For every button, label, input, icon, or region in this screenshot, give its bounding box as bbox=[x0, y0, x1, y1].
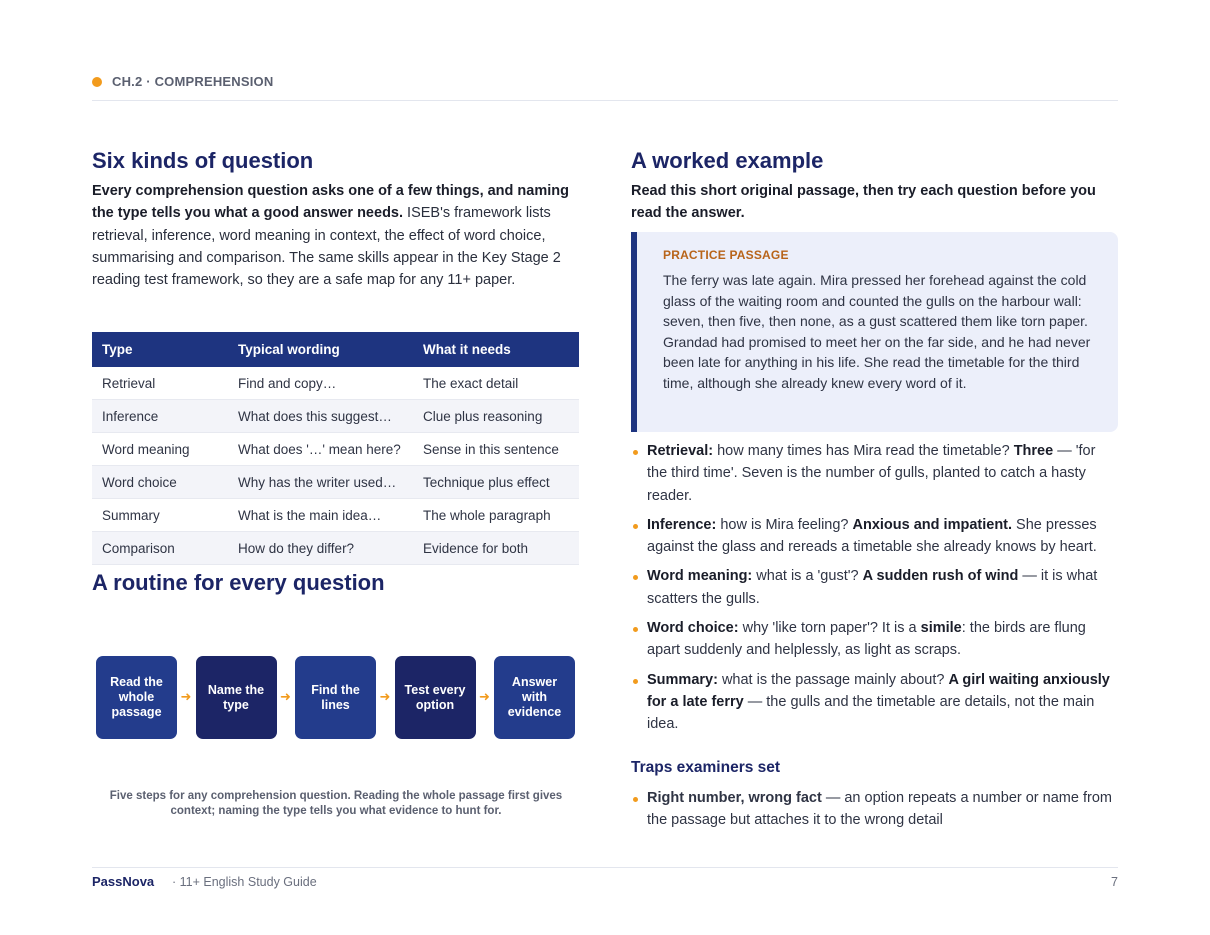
bullet-icon bbox=[633, 679, 638, 684]
page-footer bbox=[92, 867, 1118, 889]
arrow-right-icon: ➜ bbox=[280, 689, 291, 704]
arrow-right-icon: ➜ bbox=[379, 689, 391, 704]
qa-type-label: Word choice: bbox=[647, 620, 739, 637]
qa-explanation: — 'for the third time'. Seven is the number of gulls, planted to catch a hasty reader. bbox=[647, 443, 1096, 504]
table-header-type: Type bbox=[92, 332, 228, 367]
flow-step-test-options: Test every option bbox=[395, 656, 476, 739]
left-column bbox=[92, 146, 580, 817]
qa-explanation: — the gulls and the timetable are details, not the main idea. bbox=[647, 693, 1095, 733]
bullet-icon bbox=[633, 797, 638, 802]
table-cell: Find and copy… bbox=[228, 367, 413, 400]
qa-question: what is a 'gust'? bbox=[752, 568, 863, 585]
section-title-routine: A routine for every question bbox=[92, 570, 385, 595]
table-cell: What is the main idea… bbox=[228, 499, 413, 532]
table-cell: What does this suggest… bbox=[228, 400, 413, 433]
flow-step-find-lines: Find the lines bbox=[295, 656, 376, 739]
bullet-icon bbox=[633, 575, 638, 580]
table-cell: The exact detail bbox=[413, 367, 579, 400]
list-item bbox=[631, 565, 1119, 610]
chapter-label: CH.2 · COMPREHENSION bbox=[112, 74, 274, 89]
chapter-dot-icon bbox=[92, 77, 102, 87]
table-cell: The whole paragraph bbox=[413, 499, 579, 532]
table-header-needs: What it needs bbox=[413, 332, 579, 367]
table-cell: What does '…' mean here? bbox=[228, 433, 413, 466]
question-types-table bbox=[92, 332, 579, 565]
bullet-icon bbox=[633, 524, 638, 529]
table-cell: Clue plus reasoning bbox=[413, 400, 579, 433]
traps-list bbox=[631, 787, 1119, 832]
arrow-right-icon: ➜ bbox=[180, 689, 192, 704]
table-cell: Sense in this sentence bbox=[413, 433, 579, 466]
qa-answer: Three bbox=[1013, 443, 1054, 459]
qa-explanation: : the birds are flung apart suddenly and helplessly, as light as scraps. bbox=[647, 620, 1086, 659]
table-row bbox=[92, 400, 579, 433]
qa-answer: Anxious and impatient. bbox=[852, 516, 1013, 533]
qa-type-label: Word meaning: bbox=[647, 568, 753, 585]
list-item bbox=[631, 514, 1119, 559]
section-title-question-kinds: Six kinds of question bbox=[92, 148, 314, 173]
bullet-icon bbox=[633, 450, 638, 455]
table-cell: Inference bbox=[92, 400, 228, 433]
qa-type-label: Inference: bbox=[647, 516, 717, 533]
practice-passage-box bbox=[631, 232, 1118, 432]
table-cell: Retrieval bbox=[92, 367, 228, 400]
flow-step-read-passage: Read the whole passage bbox=[96, 656, 177, 739]
table-cell: How do they differ? bbox=[228, 532, 413, 565]
qa-question: how many times has Mira read the timetable? bbox=[713, 443, 1014, 459]
qa-explanation: — it is what scatters the gulls. bbox=[647, 568, 1098, 607]
right-column bbox=[631, 146, 1119, 829]
table-cell: Evidence for both bbox=[413, 532, 579, 565]
intro-bold: Every comprehension question asks one of a few things, and naming the type tells you what a good answer needs. bbox=[92, 183, 569, 222]
qa-answer: A sudden rush of wind bbox=[862, 568, 1019, 585]
table-row bbox=[92, 532, 579, 565]
qa-question: why 'like torn paper'? It is a bbox=[738, 620, 921, 637]
section-title-worked-example: A worked example bbox=[631, 148, 824, 173]
qa-explanation: She presses against the glass and rereads a timetable she already knows by heart. bbox=[647, 516, 1097, 556]
brand-name: PassNova bbox=[92, 874, 155, 889]
arrow-right-icon: ➜ bbox=[479, 689, 490, 704]
qa-question: what is the passage mainly about? bbox=[717, 671, 949, 688]
table-row bbox=[92, 466, 579, 499]
practice-passage-text: The ferry was late again. Mira pressed her forehead against the cold glass of the waiting room and counted the gulls on the harbour wall: seven, then five, then none, as a gust scattered them like torn paper. Grandad had promised to meet her on the far side, and he had never been late for anything in his life. She read the timetable for the third time, although she already knew every word of it. bbox=[663, 272, 1091, 391]
table-row bbox=[92, 499, 579, 532]
qa-question: how is Mira feeling? bbox=[716, 516, 853, 533]
traps-subheading: Traps examiners set bbox=[631, 759, 781, 776]
trap-label: Right number, wrong fact bbox=[647, 790, 822, 806]
table-row bbox=[92, 367, 579, 400]
page-number: 7 bbox=[1111, 875, 1118, 889]
qa-answer: A girl waiting anxiously for a late ferry bbox=[647, 671, 1110, 710]
bullet-icon bbox=[633, 627, 638, 632]
table-header-wording: Typical wording bbox=[228, 332, 413, 367]
list-item bbox=[631, 440, 1119, 507]
flow-caption: Five steps for any comprehension question. Reading the whole passage first gives context; naming the type tells you what evidence to hunt for. bbox=[109, 790, 563, 817]
guide-title: · 11+ English Study Guide bbox=[172, 875, 317, 889]
table-cell: Summary bbox=[92, 499, 228, 532]
table-row bbox=[92, 433, 579, 466]
question-kinds-intro bbox=[92, 180, 580, 291]
worked-example-intro bbox=[631, 180, 1119, 225]
qa-answer: simile bbox=[920, 620, 962, 637]
intro-text: ISEB's framework lists retrieval, inference, word meaning in context, the effect of word choice, summarising and comparison. The same skills appear in the Key Stage 2 reading test framework, so they are a safe map for any 11+ paper. bbox=[92, 205, 561, 289]
list-item bbox=[631, 617, 1119, 662]
table-cell: Why has the writer used… bbox=[228, 466, 413, 499]
table-cell: Word choice bbox=[92, 466, 228, 499]
list-item bbox=[631, 669, 1119, 736]
trap-text: — an option repeats a number or name from the passage but attaches it to the wrong detail bbox=[647, 790, 1112, 829]
table-header-row bbox=[92, 332, 579, 367]
list-item bbox=[631, 787, 1119, 832]
practice-passage-label: PRACTICE PASSAGE bbox=[663, 248, 789, 262]
table-cell: Word meaning bbox=[92, 433, 228, 466]
routine-flow-diagram bbox=[96, 656, 576, 739]
qa-type-label: Retrieval: bbox=[647, 443, 714, 459]
flow-step-answer-evidence: Answer with evidence bbox=[494, 656, 575, 739]
worked-example-intro-bold: Read this short original passage, then try each question before you read the answer. bbox=[631, 183, 1096, 222]
question-answer-list bbox=[631, 440, 1119, 743]
qa-type-label: Summary: bbox=[647, 671, 718, 688]
flow-step-name-type: Name the type bbox=[196, 656, 277, 739]
table-cell: Technique plus effect bbox=[413, 466, 579, 499]
page-header bbox=[92, 74, 1118, 101]
table-cell: Comparison bbox=[92, 532, 228, 565]
